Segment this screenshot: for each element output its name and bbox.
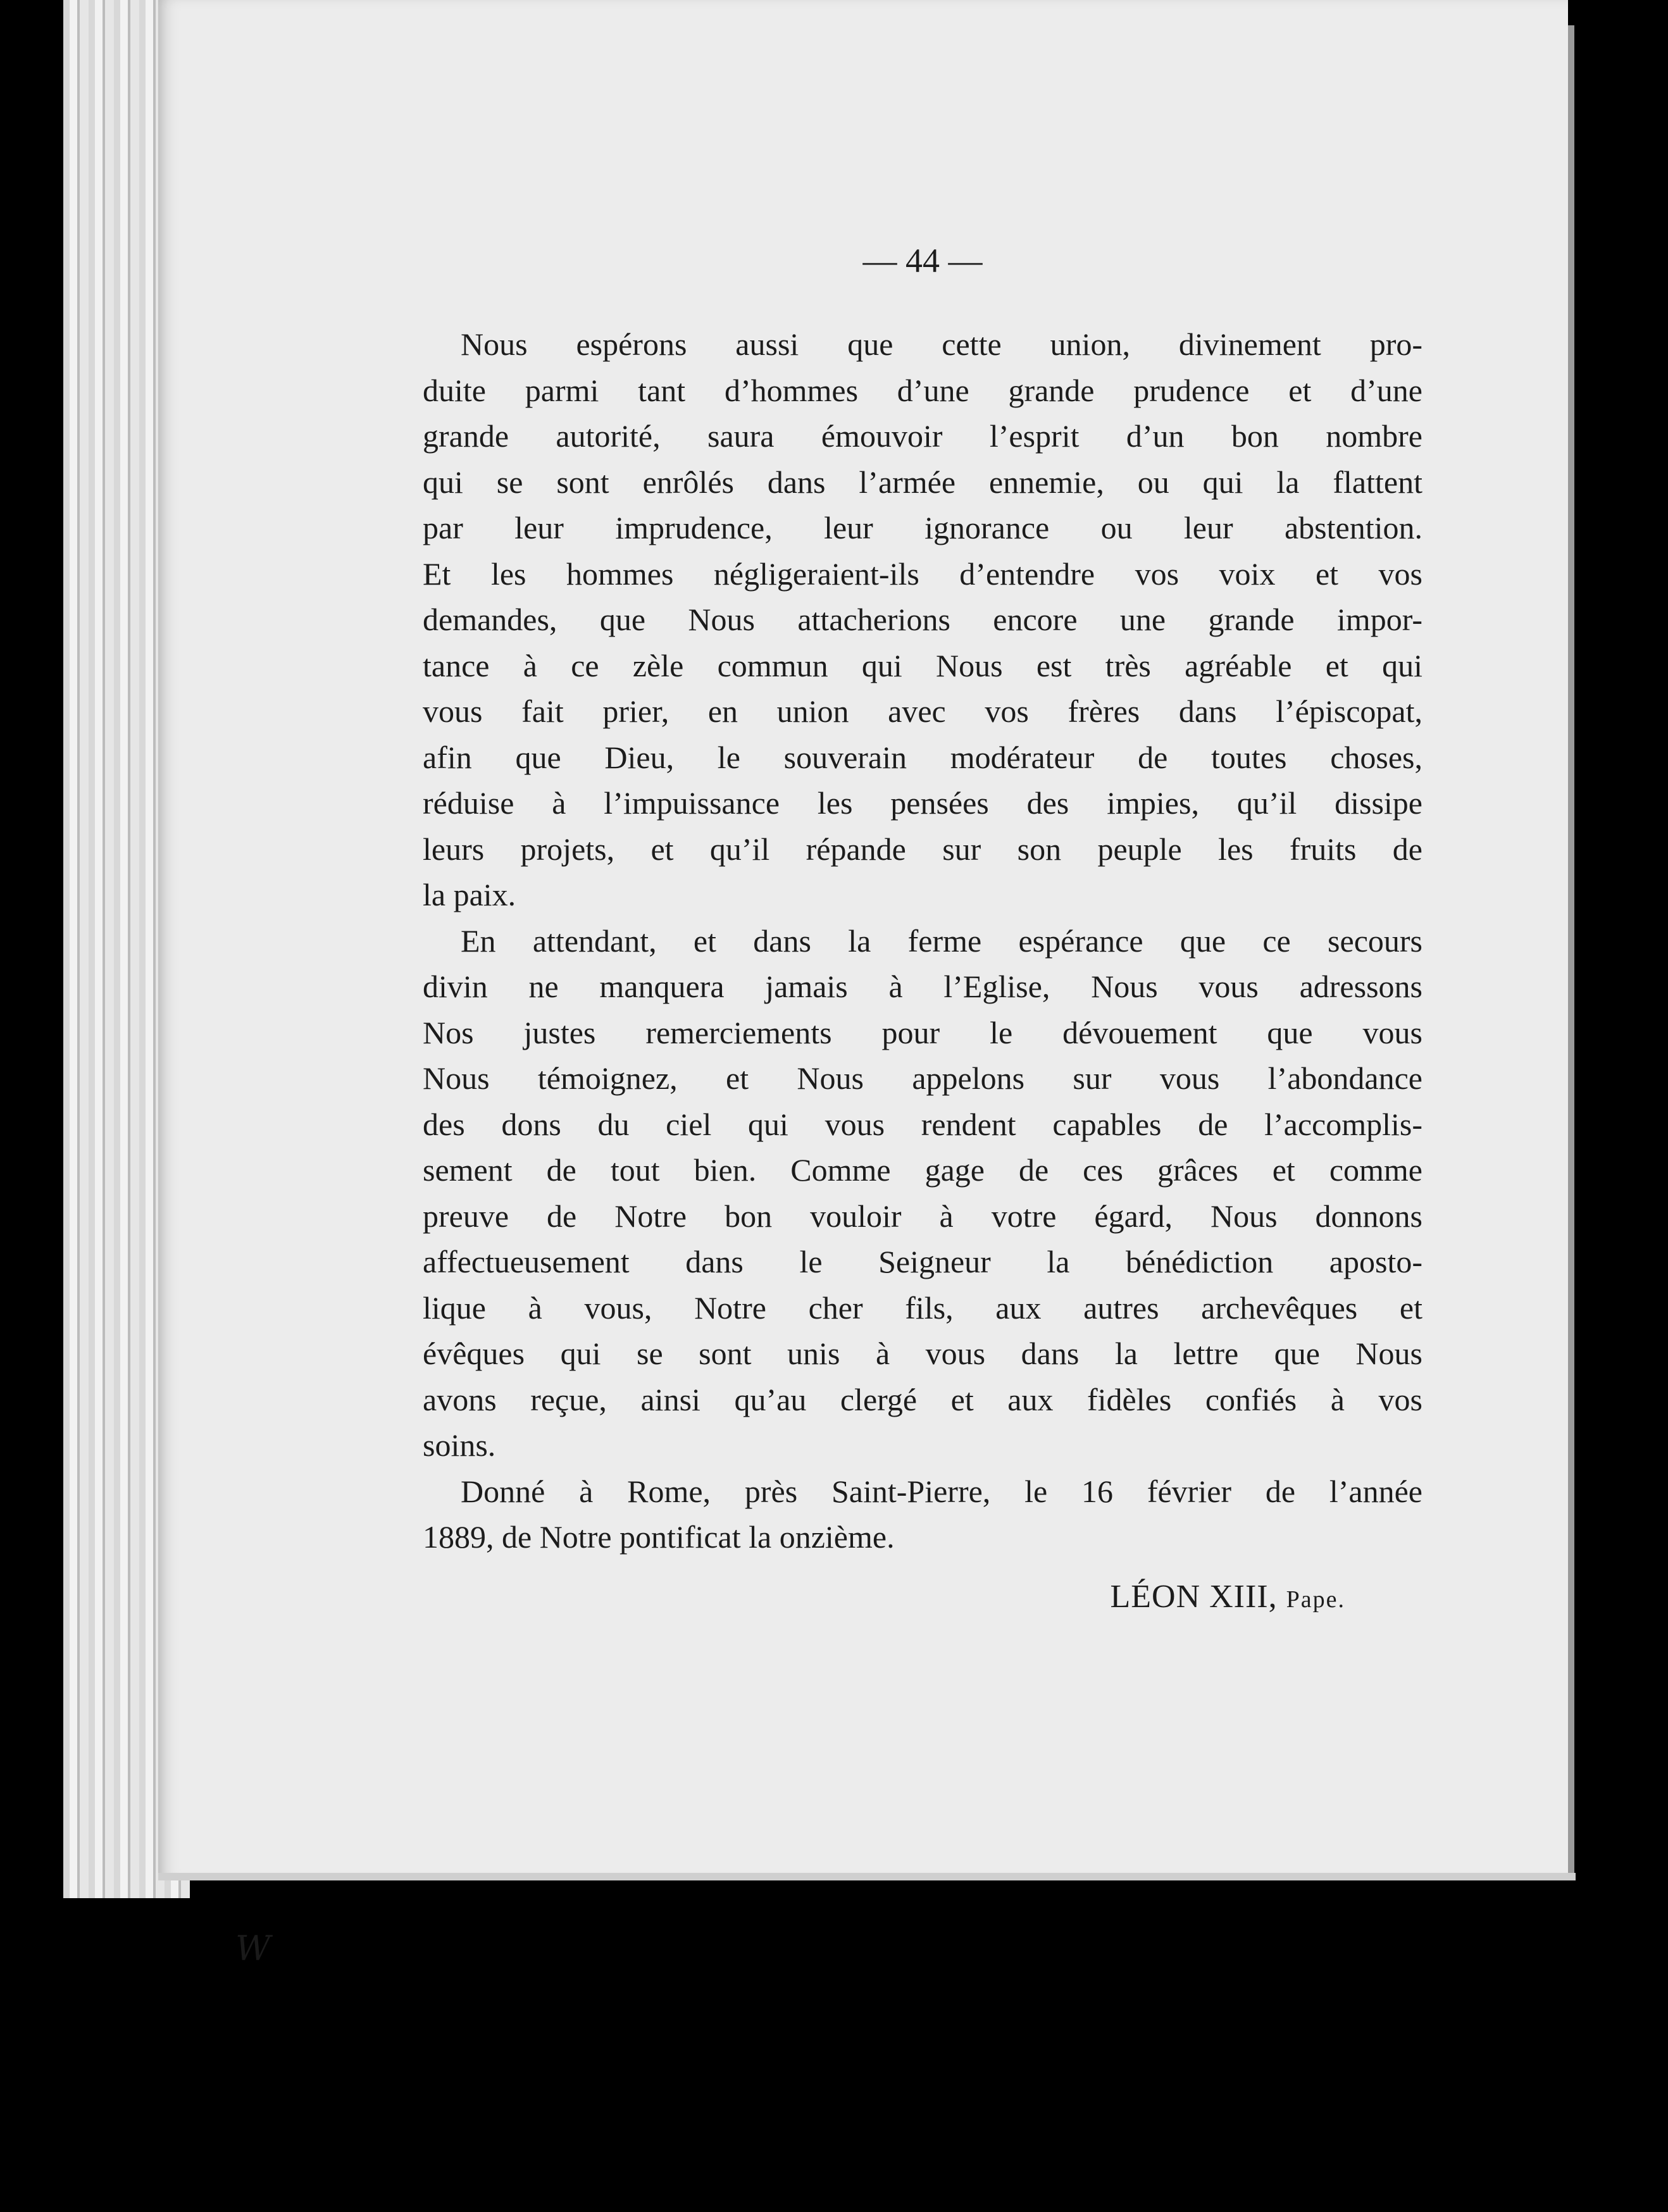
page-bottom-edge xyxy=(158,1873,1576,1880)
text-line: la paix. xyxy=(423,877,516,912)
margin-handwritten-mark: W xyxy=(235,1929,271,1968)
text-line: afin que Dieu, le souverain modérateur de toutes choses, xyxy=(423,739,1422,775)
text-line: duite parmi tant d’hommes d’une grande prudence et d’une xyxy=(423,372,1422,408)
text-line: par leur imprudence, leur ignorance ou leur abstention. xyxy=(423,510,1422,545)
text-line: preuve de Notre bon vouloir à votre égard, Nous donnons xyxy=(423,1198,1422,1234)
text-line: demandes, que Nous attacherions encore une grande impor- xyxy=(423,602,1422,637)
text-line: En attendant, et dans la ferme espérance que ce secours xyxy=(461,923,1422,959)
text-line: sement de tout bien. Comme gage de ces grâces et comme xyxy=(423,1152,1422,1188)
text-line: avons reçue, ainsi qu’au clergé et aux fidèles confiés à vos xyxy=(423,1381,1422,1417)
text-line: Nous témoignez, et Nous appelons sur vous l’abondance xyxy=(423,1060,1422,1096)
text-line: Nous espérons aussi que cette union, divinement pro- xyxy=(461,326,1422,362)
text-line: lique à vous, Notre cher fils, aux autres archevêques et xyxy=(423,1289,1422,1326)
text-line: qui se sont enrôlés dans l’armée ennemie, ou qui la flattent xyxy=(423,464,1422,500)
text-line: réduise à l’impuissance les pensées des impies, qu’il dissipe xyxy=(423,785,1422,821)
text-line: Et les hommes négligeraient-ils d’entendre vos voix et vos xyxy=(423,556,1422,592)
text-line: soins. xyxy=(423,1427,496,1463)
text-line: divin ne manquera jamais à l’Eglise, Nous vous adressons xyxy=(423,969,1422,1004)
text-line: vous fait prier, en union avec vos frères dans l’épiscopat, xyxy=(423,693,1422,729)
page-right-edge xyxy=(1568,25,1574,1873)
text-line: évêques qui se sont unis à vous dans la lettre que Nous xyxy=(423,1336,1422,1371)
text-line: des dons du ciel qui vous rendent capables de l’accomplis- xyxy=(423,1106,1422,1142)
text-line: Nos justes remerciements pour le dévouement que vous xyxy=(423,1014,1422,1050)
signature xyxy=(423,1577,1345,1620)
body-text xyxy=(423,321,1422,1560)
text-line: 1889, de Notre pontificat la onzième. xyxy=(423,1519,895,1555)
signature-title: Pape. xyxy=(1286,1586,1345,1613)
text-line: tance à ce zèle commun qui Nous est très agréable et qui xyxy=(423,647,1422,683)
text-line: Donné à Rome, près Saint-Pierre, le 16 février de l’année xyxy=(461,1473,1422,1509)
text-line: leurs projets, et qu’il répande sur son peuple les fruits de xyxy=(423,831,1422,867)
text-line: affectueusement dans le Seigneur la bénédiction aposto- xyxy=(423,1244,1422,1279)
page-number: — 44 — xyxy=(862,242,983,280)
signature-name: LÉON XIII, xyxy=(1110,1579,1278,1615)
text-line: grande autorité, saura émouvoir l’esprit d’un bon nombre xyxy=(423,418,1422,454)
